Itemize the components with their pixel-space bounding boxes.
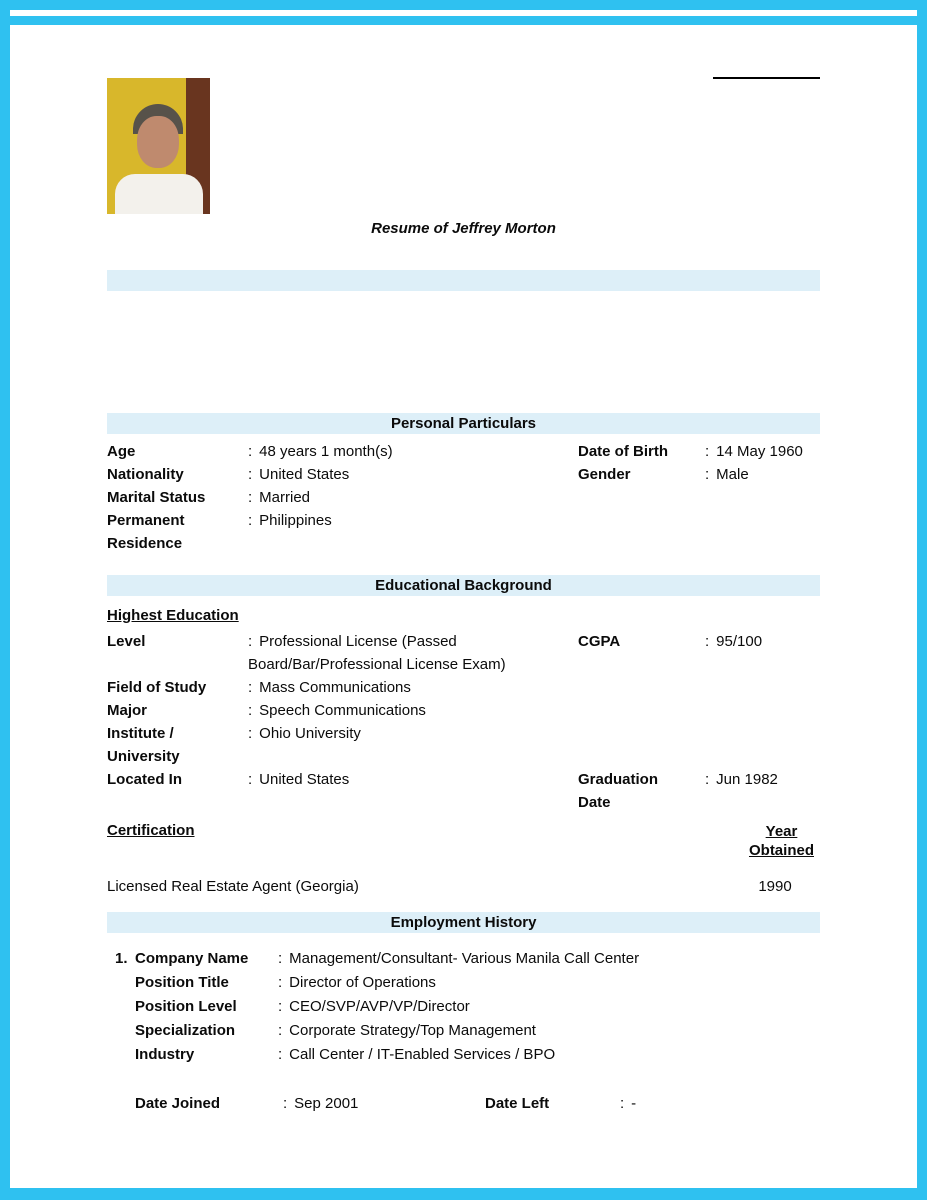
- dob-value-cell: [705, 440, 820, 463]
- cgpa-value-cell: [705, 630, 820, 653]
- specialization-value-cell: [278, 1019, 820, 1043]
- position-level-label: Position Level: [135, 998, 237, 1015]
- age-value-cell: [248, 440, 578, 463]
- marital-status-value: Married: [259, 489, 311, 506]
- row-nationality-gender: [107, 463, 820, 486]
- field-of-study-value-cell: [248, 676, 578, 699]
- company-name-label: Company Name: [135, 950, 249, 967]
- institute-label: Institute / University: [107, 725, 180, 765]
- certification-subheader: Certification: [107, 822, 195, 839]
- personal-rows: [107, 440, 820, 555]
- level-value-cell: [248, 630, 578, 676]
- institute-value: Ohio University: [259, 725, 361, 742]
- colon: :: [248, 679, 253, 696]
- nationality-value: United States: [259, 466, 350, 483]
- located-in-label: Located In: [107, 771, 183, 788]
- position-level-value-cell: [278, 995, 820, 1019]
- industry-value-cell: [278, 1043, 820, 1067]
- located-in-value-cell: [248, 768, 578, 791]
- field-of-study-label: Field of Study: [107, 679, 207, 696]
- document-title: Resume of Jeffrey Morton: [371, 220, 556, 237]
- colon: :: [705, 633, 710, 650]
- colon: :: [278, 950, 283, 967]
- row-position-level: [107, 995, 820, 1019]
- major-value: Speech Communications: [259, 702, 426, 719]
- position-level-value: CEO/SVP/AVP/VP/Director: [289, 998, 470, 1015]
- colon: :: [248, 702, 253, 719]
- colon: :: [248, 443, 253, 460]
- certification-item-row: [107, 875, 820, 898]
- row-residence: [107, 509, 820, 555]
- gender-value: Male: [716, 466, 749, 483]
- position-title-value-cell: [278, 971, 820, 995]
- industry-value: Call Center / IT-Enabled Services / BPO: [289, 1046, 556, 1063]
- row-located-graduation: [107, 768, 820, 814]
- row-company-name: [107, 947, 820, 971]
- row-level-cgpa: [107, 630, 820, 676]
- position-title-label: Position Title: [135, 974, 229, 991]
- date-left-value-cell: [620, 1092, 820, 1116]
- employment-history-section: [107, 912, 820, 1116]
- nationality-value-cell: [248, 463, 578, 486]
- institute-value-cell: [248, 722, 578, 745]
- employment-rows: [107, 947, 820, 1067]
- major-value-cell: [248, 699, 578, 722]
- certification-item: Licensed Real Estate Agent (Georgia): [107, 878, 359, 895]
- applicant-photo: [107, 78, 210, 214]
- date-left-value: -: [631, 1095, 637, 1112]
- permanent-residence-label: Permanent Residence: [107, 512, 185, 552]
- colon: :: [278, 974, 283, 991]
- row-marital: [107, 486, 820, 509]
- colon: :: [248, 466, 253, 483]
- row-age-dob: [107, 440, 820, 463]
- row-industry: [107, 1043, 820, 1067]
- photo-shirt: [115, 174, 203, 214]
- age-value: 48 years 1 month(s): [259, 443, 393, 460]
- cgpa-label: CGPA: [578, 633, 621, 650]
- row-specialization: [107, 1019, 820, 1043]
- colon: :: [705, 443, 710, 460]
- field-of-study-value: Mass Communications: [259, 679, 411, 696]
- certification-year: 1990: [758, 878, 792, 895]
- row-institute: [107, 722, 820, 768]
- dob-label: Date of Birth: [578, 443, 668, 460]
- certification-section: [107, 822, 820, 898]
- section-header-personal: Personal Particulars: [107, 413, 820, 434]
- marital-status-value-cell: [248, 486, 578, 509]
- specialization-value: Corporate Strategy/Top Management: [289, 1022, 536, 1039]
- colon: :: [248, 512, 253, 529]
- section-header-education: Educational Background: [107, 575, 820, 596]
- permanent-residence-value: Philippines: [259, 512, 332, 529]
- graduation-date-label: Graduation Date: [578, 771, 659, 811]
- colon: :: [705, 466, 710, 483]
- year-obtained-line2: Obtained: [748, 842, 814, 859]
- year-obtained-line1: Year: [765, 823, 798, 840]
- gender-value-cell: [705, 463, 820, 486]
- highest-education-subheader: Highest Education: [107, 607, 239, 624]
- company-name-value: Management/Consultant- Various Manila Call Center: [289, 950, 640, 967]
- row-field-of-study: [107, 676, 820, 699]
- row-position-title: [107, 971, 820, 995]
- resume-content: [107, 10, 820, 1188]
- marital-status-label: Marital Status: [107, 489, 206, 506]
- certification-header-row: [107, 822, 820, 860]
- specialization-label: Specialization: [135, 1022, 236, 1039]
- employment-entry-number: 1.: [115, 950, 128, 967]
- colon: :: [278, 998, 283, 1015]
- colon: :: [278, 1046, 283, 1063]
- educational-background-section: [107, 575, 820, 814]
- colon: :: [248, 725, 253, 742]
- section-header-employment: Employment History: [107, 912, 820, 933]
- colon: :: [620, 1095, 625, 1112]
- gender-label: Gender: [578, 466, 631, 483]
- cgpa-value: 95/100: [716, 633, 763, 650]
- dob-value: 14 May 1960: [716, 443, 803, 460]
- page-body: [10, 10, 917, 1188]
- education-rows: [107, 630, 820, 814]
- divider-bar: [107, 270, 820, 291]
- colon: :: [283, 1095, 288, 1112]
- date-joined-value: Sep 2001: [294, 1095, 359, 1112]
- date-joined-value-cell: [283, 1092, 485, 1116]
- colon: :: [248, 633, 253, 650]
- top-right-rule: [713, 77, 820, 79]
- company-name-value-cell: [278, 947, 820, 971]
- year-obtained-header: [749, 822, 814, 860]
- colon: :: [248, 771, 253, 788]
- colon: :: [278, 1022, 283, 1039]
- date-left-label: Date Left: [485, 1095, 550, 1112]
- level-label: Level: [107, 633, 146, 650]
- nationality-label: Nationality: [107, 466, 184, 483]
- level-value: Professional License (Passed Board/Bar/Professional License Exam): [248, 633, 506, 673]
- colon: :: [705, 771, 710, 788]
- major-label: Major: [107, 702, 148, 719]
- photo-face: [137, 116, 179, 168]
- colon: :: [248, 489, 253, 506]
- graduation-date-value-cell: [705, 768, 820, 791]
- date-joined-label: Date Joined: [135, 1095, 221, 1112]
- age-label: Age: [107, 443, 136, 460]
- permanent-residence-value-cell: [248, 509, 578, 532]
- row-dates: [107, 1092, 820, 1116]
- industry-label: Industry: [135, 1046, 195, 1063]
- personal-particulars-section: [107, 413, 820, 555]
- row-major: [107, 699, 820, 722]
- located-in-value: United States: [259, 771, 350, 788]
- position-title-value: Director of Operations: [289, 974, 436, 991]
- graduation-date-value: Jun 1982: [716, 771, 778, 788]
